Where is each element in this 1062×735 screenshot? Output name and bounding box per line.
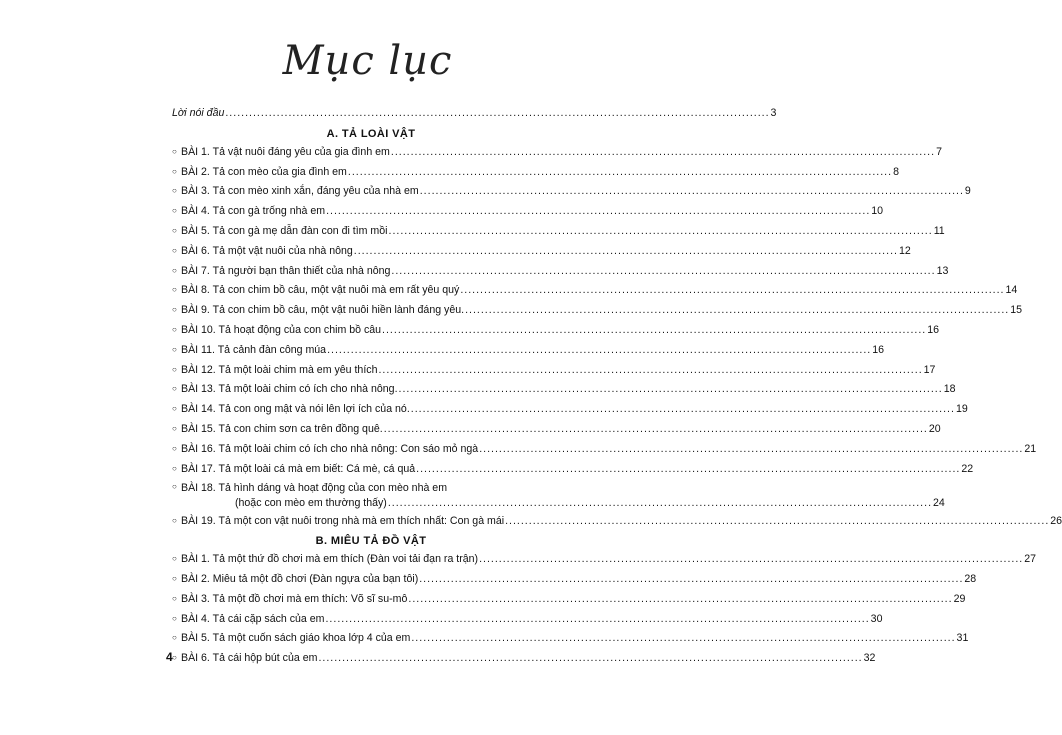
leader-dots	[384, 420, 928, 439]
leader-dots	[416, 460, 960, 479]
leader-dots	[411, 629, 955, 648]
toc-entry[interactable]	[172, 222, 945, 242]
bullet-icon: ○	[172, 404, 177, 414]
toc-entry-page: 16	[927, 323, 940, 336]
bullet-icon: ○	[172, 633, 177, 643]
toc-entry-label: BÀI 17. Tả một loài cá mà em biết: Cá mè, cá quả	[181, 462, 416, 475]
toc-entry-label: BÀI 4. Tả con gà trống nhà em	[181, 205, 326, 218]
toc-entry[interactable]	[172, 460, 974, 480]
bullet-icon: ○	[172, 344, 177, 354]
bullet-icon: ○	[172, 423, 177, 433]
leader-dots	[225, 104, 769, 123]
leader-dots	[479, 550, 1023, 569]
toc-entry-label: BÀI 8. Tả con chim bồ câu, một vật nuôi mà em rất yêu quý	[181, 284, 460, 297]
toc-entry-label: BÀI 6. Tả một vật nuôi của nhà nông	[181, 244, 353, 257]
leader-dots	[408, 590, 952, 609]
toc-entry-label: BÀI 5. Tả một cuốn sách giáo khoa lớp 4 của em	[181, 632, 411, 645]
leader-dots	[505, 512, 1049, 531]
toc-entry-label: BÀI 6. Tả cái hộp bút của em	[181, 652, 318, 665]
toc-entry[interactable]	[172, 242, 911, 262]
leader-dots	[391, 262, 935, 281]
toc-entry[interactable]	[172, 163, 899, 183]
toc-entry-page: 3	[770, 107, 777, 119]
bullet-icon: ○	[172, 166, 177, 176]
toc-entry-label: BÀI 1. Tả một thứ đồ chơi mà em thích (Đàn voi tải đạn ra trận)	[181, 553, 479, 566]
toc-entry[interactable]	[172, 570, 977, 590]
toc-entry-page: 19	[955, 403, 968, 416]
toc-entry-page: 22	[961, 462, 974, 475]
leader-dots	[325, 610, 869, 629]
bullet-icon: ○	[172, 364, 177, 374]
toc-entry[interactable]	[172, 380, 956, 400]
leader-dots	[348, 163, 892, 182]
toc-entry-page: 17	[923, 363, 936, 376]
toc-entry-label: BÀI 16. Tả một loài chim có ích cho nhà nông: Con sáo mỏ ngà	[181, 442, 479, 455]
toc-entry[interactable]	[172, 361, 936, 381]
toc-entry-label: BÀI 2. Miêu tả một đồ chơi (Đàn ngựa của bạn tôi)	[181, 572, 419, 585]
toc-entry-page: 27	[1024, 553, 1037, 566]
toc-entry-page: 10	[871, 205, 884, 218]
toc-entry-label: BÀI 18. Tả hình dáng và hoạt động của con mèo nhà em	[181, 482, 448, 495]
leader-dots	[391, 143, 935, 162]
toc-entry-page: 8	[893, 165, 899, 178]
bullet-icon: ○	[172, 206, 177, 216]
toc-entry-page: 26	[1050, 515, 1062, 528]
toc-entry-page: 11	[933, 224, 945, 237]
toc-entry-label: BÀI 11. Tả cảnh đàn công múa	[181, 343, 327, 356]
section-heading-a: A. TẢ LOÀI VẬT	[326, 127, 416, 140]
leader-dots	[419, 570, 963, 589]
toc-entry-page: 21	[1024, 442, 1037, 455]
bullet-icon: ○	[172, 443, 177, 453]
toc-entry[interactable]	[172, 301, 1023, 321]
toc-entry[interactable]	[172, 400, 968, 420]
toc-entry-page: 20	[928, 422, 941, 435]
bullet-icon: ○	[172, 384, 177, 394]
leader-dots	[399, 380, 943, 399]
bullet-icon: ○	[172, 324, 177, 334]
toc-entry-intro[interactable]	[172, 104, 777, 123]
toc-entry-page: 31	[956, 632, 969, 645]
leader-dots	[327, 341, 871, 360]
toc-entry[interactable]	[172, 512, 1062, 532]
toc-entry[interactable]	[172, 420, 941, 440]
bullet-icon: ○	[172, 305, 177, 315]
toc-entry[interactable]	[172, 649, 876, 669]
page-number: 4	[166, 650, 173, 664]
bullet-icon: ○	[172, 285, 177, 295]
toc-entry-page: 7	[936, 145, 942, 158]
toc-entry-page: 28	[964, 572, 977, 585]
toc-entry-label: BÀI 1. Tả vật nuôi đáng yêu của gia đình em	[181, 145, 390, 158]
toc-entry-label: Lời nói đầu	[172, 107, 225, 119]
toc-entry[interactable]	[172, 610, 883, 630]
table-of-contents	[172, 104, 1062, 669]
bullet-icon: ○	[172, 146, 177, 156]
toc-entry-label: BÀI 3. Tả con mèo xinh xắn, đáng yêu của nhà em	[181, 185, 419, 198]
toc-entry-label: BÀI 5. Tả con gà mẹ dẫn đàn con đi tìm mồi	[181, 224, 388, 237]
bullet-icon: ○	[172, 245, 177, 255]
toc-entry[interactable]	[172, 440, 1037, 460]
bullet-icon: ○	[172, 573, 177, 583]
toc-entry[interactable]	[172, 182, 971, 202]
toc-entry-page: 14	[1005, 284, 1018, 297]
toc-entry-label: BÀI 14. Tả con ong mật và nói lên lợi ích của nó.	[181, 403, 410, 416]
bullet-icon: ○	[172, 593, 177, 603]
toc-entry[interactable]	[172, 202, 884, 222]
toc-entry-label: BÀI 7. Tả người bạn thân thiết của nhà nông	[181, 264, 391, 277]
leader-dots	[465, 301, 1009, 320]
toc-entry-label: BÀI 2. Tả con mèo của gia đình em	[181, 165, 347, 178]
toc-entry-page: 15	[1010, 304, 1023, 317]
leader-dots	[326, 202, 870, 221]
toc-entry-page: 12	[898, 244, 911, 257]
leader-dots	[479, 440, 1023, 459]
toc-entry-page: 9	[964, 185, 971, 198]
leader-dots	[354, 242, 898, 261]
leader-dots	[460, 281, 1004, 300]
toc-entry[interactable]	[172, 479, 945, 512]
toc-entry-label: BÀI 3. Tả một đồ chơi mà em thích: Võ sĩ su-mô	[181, 592, 408, 605]
toc-entry-body	[181, 481, 945, 510]
leader-dots	[411, 400, 955, 419]
leader-dots	[378, 361, 922, 380]
leader-dots	[389, 222, 933, 241]
toc-entry-page: 29	[953, 592, 966, 605]
leader-dots	[382, 321, 926, 340]
bullet-icon: ○	[172, 516, 177, 526]
toc-entry[interactable]	[172, 262, 949, 282]
toc-entry[interactable]	[172, 321, 940, 341]
page-title: Mục lục	[282, 38, 453, 84]
toc-entry-label: BÀI 13. Tả một loài chim có ích cho nhà nông.	[181, 383, 398, 396]
toc-entry-label: BÀI 19. Tả một con vật nuôi trong nhà mà em thích nhất: Con gà mái	[181, 515, 505, 528]
toc-entry-label: BÀI 4. Tả cái cặp sách của em	[181, 612, 325, 625]
toc-entry[interactable]	[172, 341, 885, 361]
leader-dots	[318, 649, 862, 668]
leader-dots	[388, 496, 932, 511]
bullet-icon: ○	[172, 265, 177, 275]
bullet-icon: ○	[172, 463, 177, 473]
toc-entry[interactable]	[172, 629, 969, 649]
section-heading-b: B. MIÊU TẢ ĐỒ VẬT	[315, 535, 427, 548]
toc-entry-page: 18	[943, 383, 956, 396]
toc-entry-page: 16	[872, 343, 885, 356]
toc-entry-label: BÀI 12. Tả một loài chim mà em yêu thích	[181, 363, 378, 376]
toc-entry-label-continued: (hoặc con mèo em thường thấy)	[235, 496, 387, 509]
bullet-icon: ○	[172, 225, 177, 235]
toc-entry[interactable]	[172, 550, 1037, 570]
toc-entry-label: BÀI 10. Tả hoạt động của con chim bồ câu	[181, 323, 382, 336]
bullet-icon: ○	[172, 554, 177, 564]
bullet-icon: ○	[172, 653, 177, 663]
toc-entry-page: 24	[933, 496, 945, 509]
toc-entry-label: BÀI 9. Tả con chim bồ câu, một vật nuôi hiền lành đáng yêu.	[181, 304, 465, 317]
leader-dots	[420, 182, 964, 201]
bullet-icon: ○	[172, 613, 177, 623]
toc-entry-label: BÀI 15. Tả con chim sơn ca trên đồng quê.	[181, 422, 383, 435]
toc-entry[interactable]	[172, 590, 966, 610]
toc-entry-page: 32	[863, 652, 876, 665]
toc-entry[interactable]	[172, 143, 942, 163]
toc-entry[interactable]	[172, 281, 1018, 301]
toc-entry-page: 13	[936, 264, 949, 277]
bullet-icon: ○	[172, 482, 177, 492]
bullet-icon: ○	[172, 186, 177, 196]
toc-entry-line2	[181, 496, 945, 511]
toc-entry-page: 30	[870, 612, 883, 625]
